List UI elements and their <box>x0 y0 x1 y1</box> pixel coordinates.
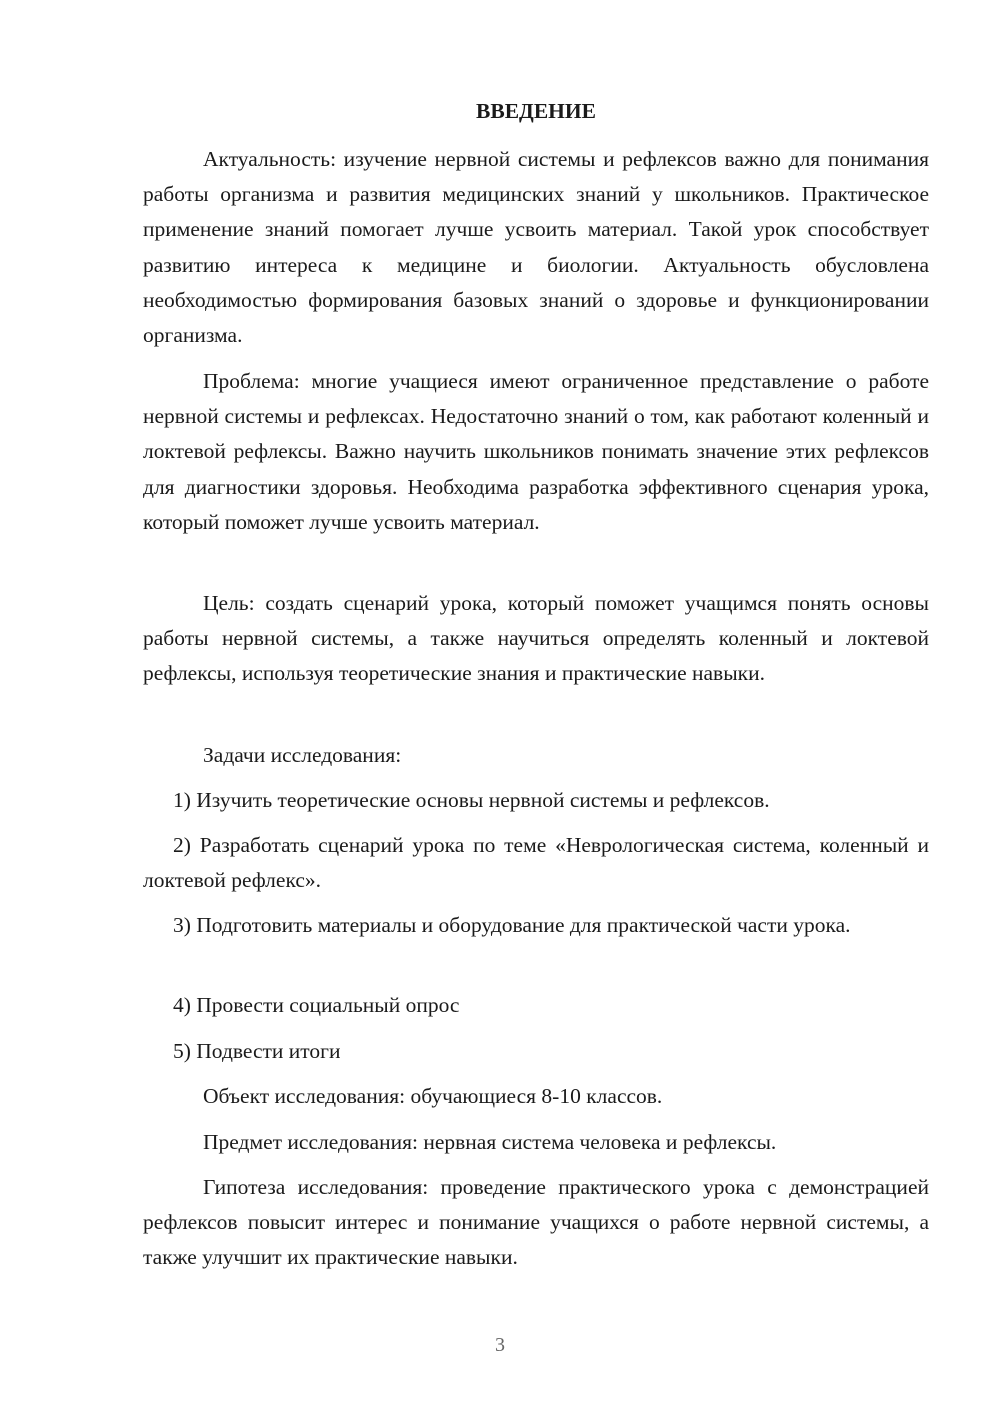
object-paragraph: Объект исследования: обучающиеся 8-10 классов. <box>203 1084 663 1108</box>
task-item-1-block <box>143 783 929 818</box>
task-item-5-block <box>143 1034 929 1069</box>
problem-paragraph: Проблема: многие учащиеся имеют ограниченное представление о работе нервной системы и рефлексах. Недостаточно знаний о том, как работают коленный и локтевой рефлексы. Важно научить школьников понимать значение этих рефлексов для диагностики здоровья. Необходима разработка эффективного сценария урока, который поможет лучше усвоить материал. <box>143 369 929 534</box>
tasks-heading-block <box>143 738 929 773</box>
task-item: 4) Провести социальный опрос <box>173 993 460 1017</box>
relevance-paragraph: Актуальность: изучение нервной системы и рефлексов важно для понимания работы организма и развития медицинских знаний у школьников. Практическое применение знаний помогает лучше усвоить материал. Такой урок способствует развитию интереса к медицине и биологии. Актуальность обусловлена необходимостью формирования базовых знаний о здоровье и функционировании организма. <box>143 147 929 348</box>
task-item-2-block <box>143 828 929 898</box>
task-item: 1) Изучить теоретические основы нервной системы и рефлексов. <box>173 788 770 812</box>
hypothesis-paragraph: Гипотеза исследования: проведение практического урока с демонстрацией рефлексов повысит интерес и понимание учащихся о работе нервной системы, а также улучшит их практические навыки. <box>143 1175 929 1270</box>
relevance-block <box>143 142 929 353</box>
problem-block <box>143 364 929 540</box>
goal-paragraph: Цель: создать сценарий урока, который поможет учащимся понять основы работы нервной системы, а также научиться определять коленный и локтевой рефлексы, используя теоретические знания и практические навыки. <box>143 591 929 686</box>
task-item: 3) Подготовить материалы и оборудование для практической части урока. <box>173 913 851 937</box>
hypothesis-block <box>143 1170 929 1276</box>
page-title: ВВЕДЕНИЕ <box>476 99 596 123</box>
task-item-3-block <box>143 908 929 943</box>
subject-paragraph: Предмет исследования: нервная система человека и рефлексы. <box>203 1130 777 1154</box>
task-item: 5) Подвести итоги <box>173 1039 341 1063</box>
object-block <box>143 1079 929 1114</box>
page-number: 3 <box>495 1334 505 1356</box>
goal-block <box>143 586 929 692</box>
task-item: 2) Разработать сценарий урока по теме «Неврологическая система, коленный и локтевой рефлекс». <box>143 833 929 893</box>
subject-block <box>143 1125 929 1160</box>
task-item-4-block <box>143 988 929 1023</box>
tasks-heading: Задачи исследования: <box>203 743 402 767</box>
